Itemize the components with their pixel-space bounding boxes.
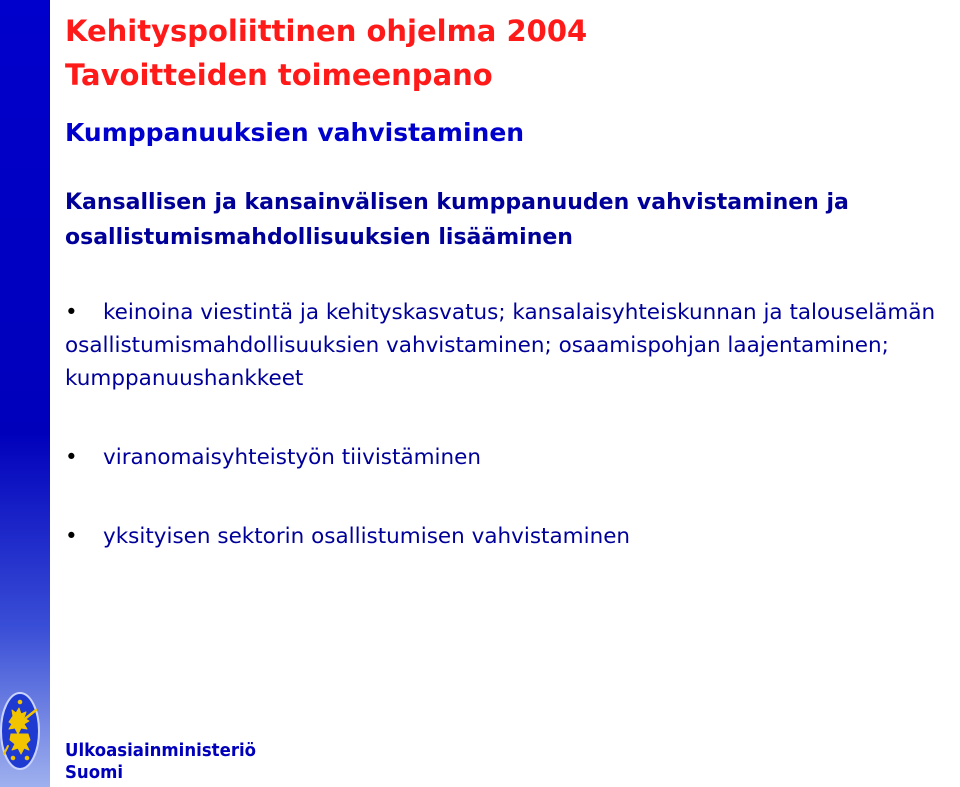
ministry-name: Ulkoasiainministeriö (65, 740, 257, 761)
bullet-marker: • (65, 445, 78, 470)
bullet-text: keinoina viestintä ja kehityskasvatus; kansalaisyhteiskunnan ja talouselämän osallistumismahdollisuuksien vahvistaminen; osaamispohjan laajentaminen; kumppanuushankkeet (65, 300, 936, 391)
bullet-marker: • (65, 524, 78, 549)
title-line-1: Kehityspoliittinen ohjelma 2004 (65, 14, 588, 48)
bullet-item-private-sector (65, 520, 960, 553)
bullet-list (65, 296, 960, 553)
bullet-marker: • (65, 300, 78, 325)
title-line-2: Tavoitteiden toimeenpano (65, 58, 493, 92)
section-heading (65, 185, 849, 255)
bullet-text: yksityisen sektorin osallistumisen vahvistaminen (103, 524, 631, 549)
ministry-country: Suomi (65, 762, 124, 783)
bullet-item-authority-cooperation (65, 441, 960, 474)
section-heading-line-2: osallistumismahdollisuuksien lisääminen (65, 225, 573, 250)
bullet-item-communication (65, 296, 960, 395)
finnish-lion-crest-icon (0, 688, 48, 774)
bullet-text: viranomaisyhteistyön tiivistäminen (103, 445, 482, 470)
ministry-logo-text (65, 740, 256, 784)
section-heading-line-1: Kansallisen ja kansainvälisen kumppanuuden vahvistaminen ja (65, 190, 849, 215)
side-bar (0, 0, 50, 787)
subtitle: Kumppanuuksien vahvistaminen (65, 118, 525, 147)
